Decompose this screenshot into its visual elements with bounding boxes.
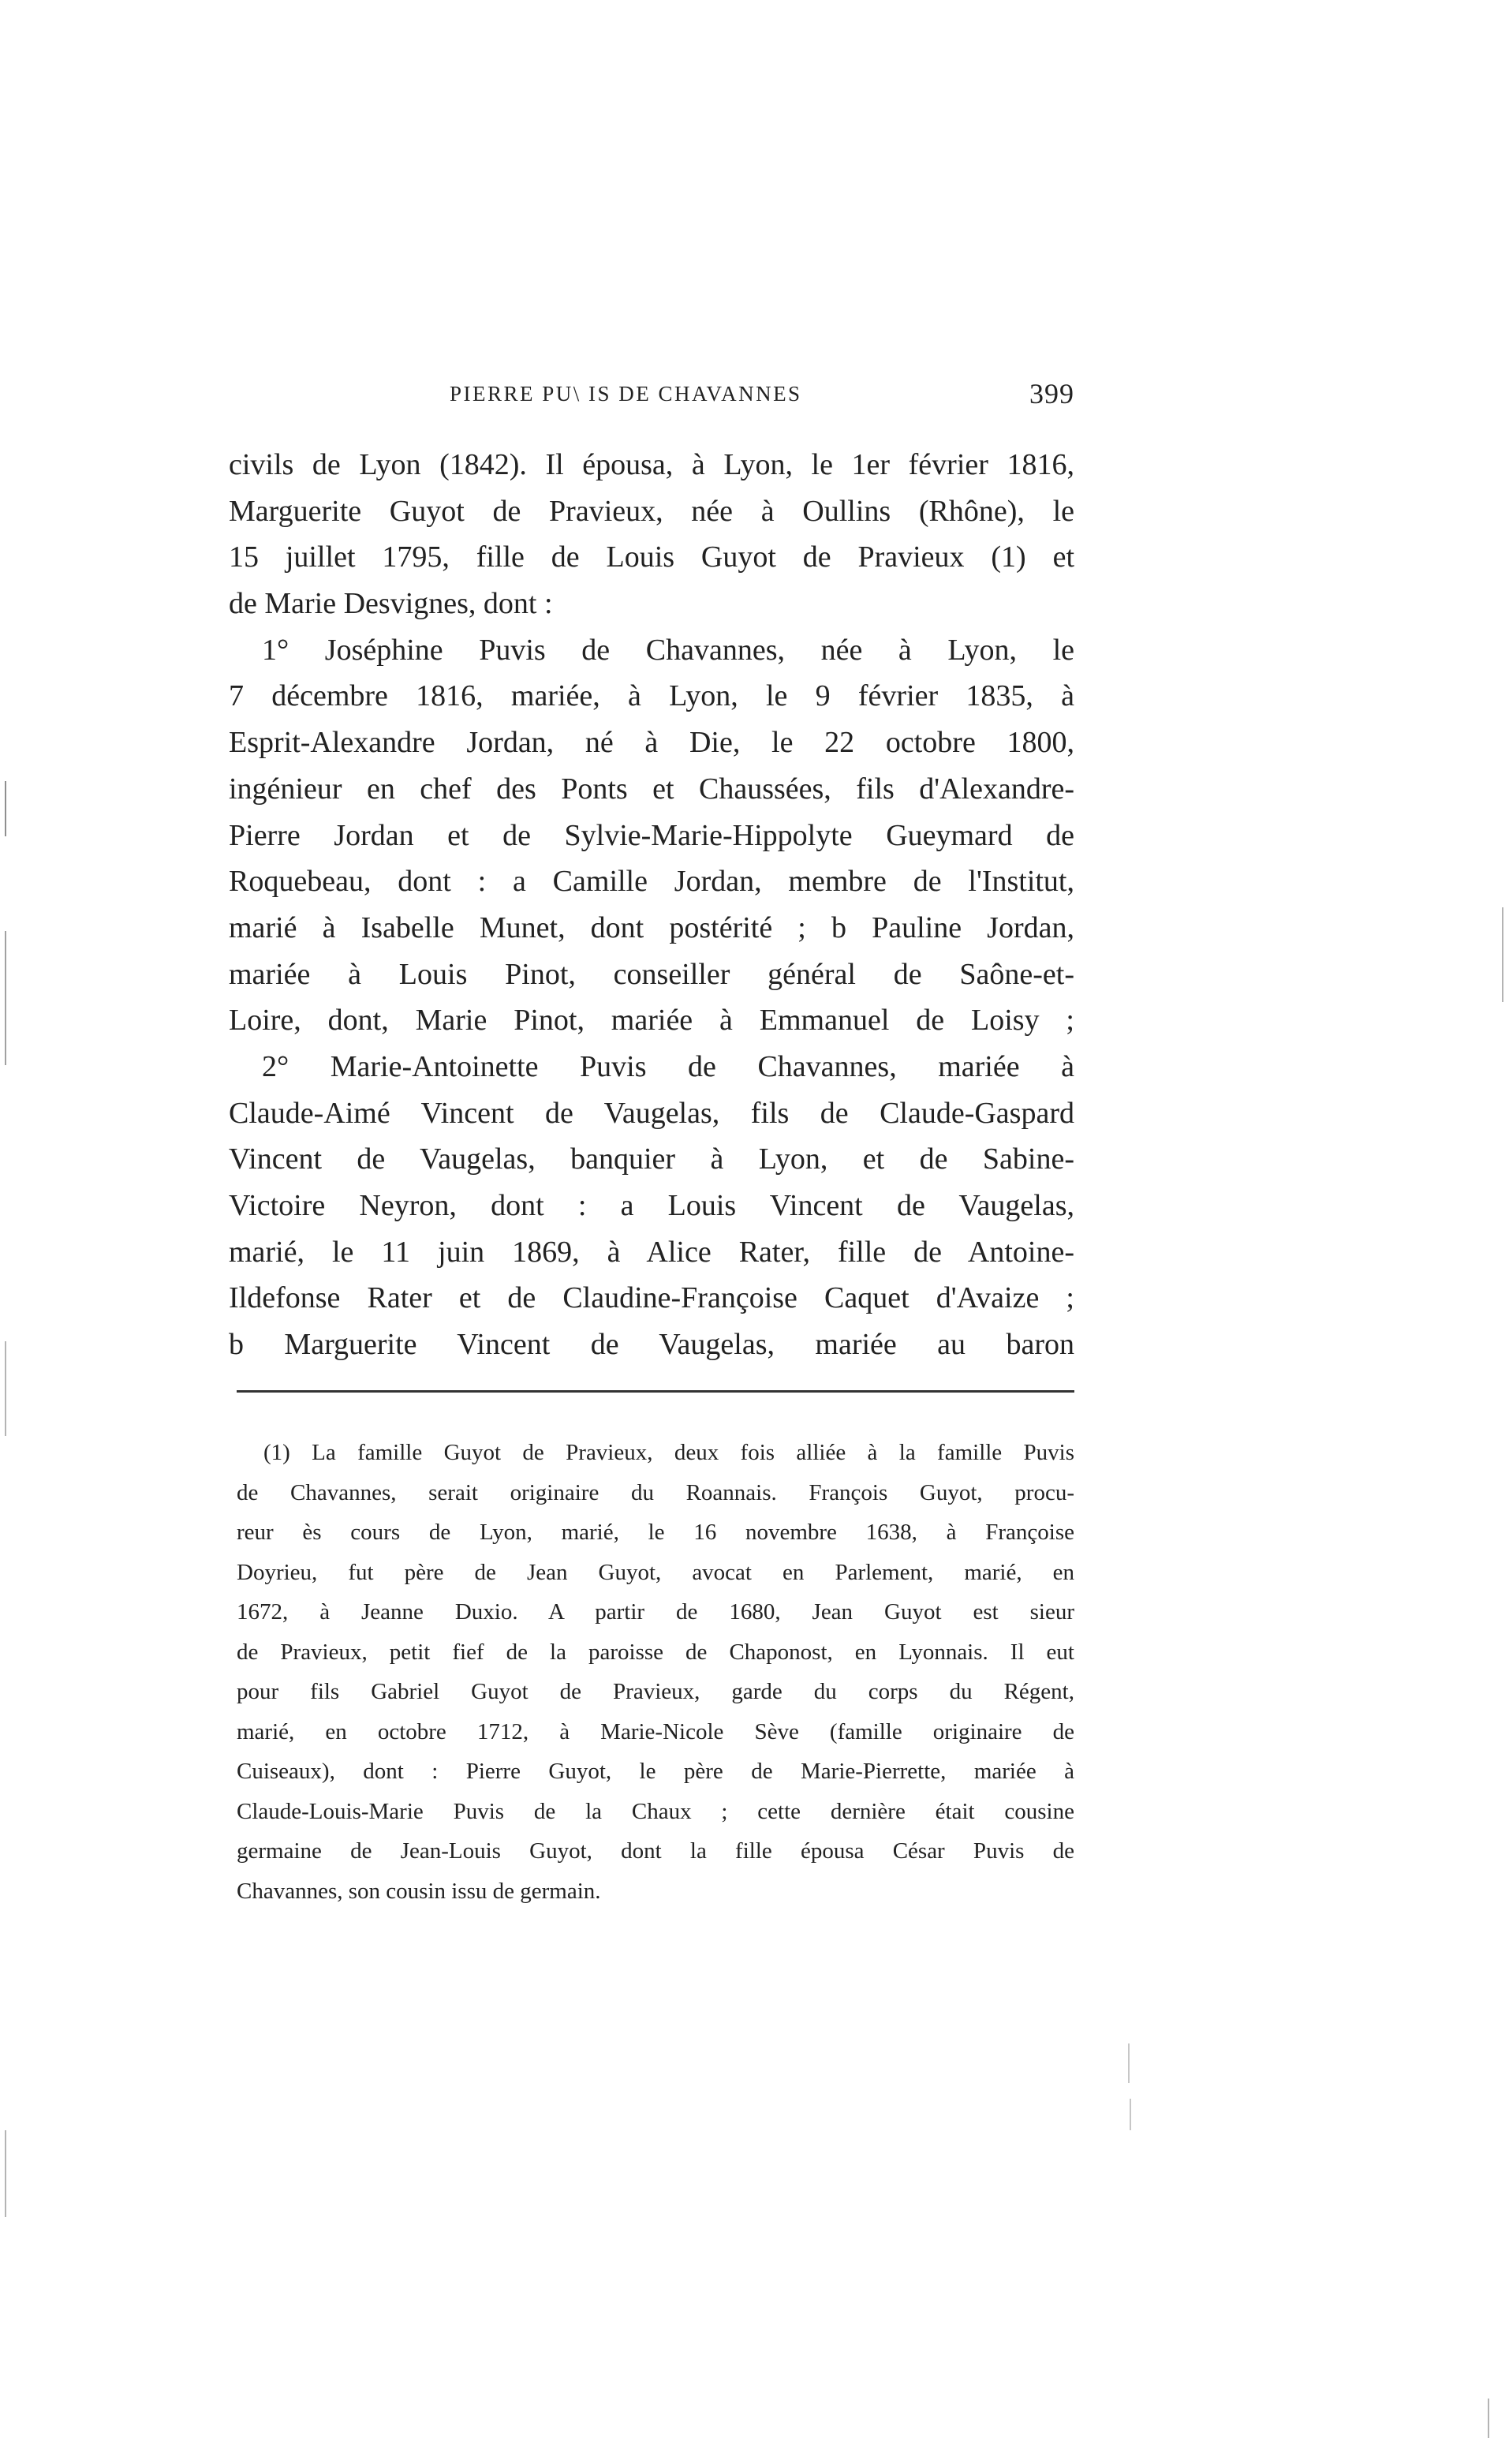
body-line: Esprit-Alexandre Jordan, né à Die, le 22 octobre 1800, (229, 726, 1074, 760)
footnote-line: Doyrieu, fut père de Jean Guyot, avocat en Parlement, marié, en (237, 1559, 1074, 1585)
body-line: mariée à Louis Pinot, conseiller général de Saône-et- (229, 957, 1074, 991)
body-text (229, 442, 1074, 1368)
scan-mark (5, 781, 6, 836)
body-line: Claude-Aimé Vincent de Vaugelas, fils de Claude-Gaspard (229, 1096, 1074, 1130)
body-line: Marguerite Guyot de Pravieux, née à Oullins (Rhône), le (229, 494, 1074, 528)
body-line: Loire, dont, Marie Pinot, mariée à Emmanuel de Loisy ; (229, 1004, 1074, 1038)
footnote-line: de Pravieux, petit fief de la paroisse de Chaponost, en Lyonnais. Il eut (237, 1639, 1074, 1665)
footnote-rule (237, 1390, 1074, 1393)
footnote-line: Chavannes, son cousin issu de germain. (237, 1878, 601, 1904)
body-line: civils de Lyon (1842). Il épousa, à Lyon, le 1er février 1816, (229, 448, 1074, 481)
body-line: Victoire Neyron, dont : a Louis Vincent de Vaugelas, (229, 1189, 1074, 1222)
footnote-line: Cuiseaux), dont : Pierre Guyot, le père de Marie-Pierrette, mariée à (237, 1759, 1074, 1784)
body-line: de Marie Desvignes, dont : (229, 587, 553, 621)
body-line: b Marguerite Vincent de Vaugelas, mariée au baron (229, 1328, 1074, 1362)
body-line: 15 juillet 1795, fille de Louis Guyot de Pravieux (1) et (229, 540, 1074, 574)
body-line: Roquebeau, dont : a Camille Jordan, membre de l'Institut, (229, 865, 1074, 899)
running-head (229, 377, 1074, 417)
scan-mark (5, 1341, 6, 1436)
body-line: 7 décembre 1816, mariée, à Lyon, le 9 février 1835, à (229, 679, 1074, 713)
footnote-line: reur ès cours de Lyon, marié, le 16 novembre 1638, à Françoise (237, 1520, 1074, 1545)
footnote-line: Claude-Louis-Marie Puvis de la Chaux ; cette dernière était cousine (237, 1798, 1074, 1824)
scan-mark (5, 2130, 6, 2217)
scan-mark (5, 931, 6, 1065)
body-line: ingénieur en chef des Ponts et Chaussées, fils d'Alexandre- (229, 772, 1074, 806)
body-line: Ildefonse Rater et de Claudine-Françoise Caquet d'Avaize ; (229, 1281, 1074, 1315)
footnote-line: de Chavannes, serait originaire du Roannais. François Guyot, procu- (237, 1479, 1074, 1505)
scan-mark (1130, 2099, 1131, 2130)
footnote-line: 1672, à Jeanne Duxio. A partir de 1680, Jean Guyot est sieur (237, 1599, 1074, 1625)
body-line: 1° Joséphine Puvis de Chavannes, née à Lyon, le (262, 633, 1074, 667)
footnote (237, 1433, 1074, 1911)
footnote-line: (1) La famille Guyot de Pravieux, deux fois alliée à la famille Puvis (263, 1440, 1074, 1465)
footnote-line: germaine de Jean-Louis Guyot, dont la fille épousa César Puvis de (237, 1838, 1074, 1864)
page-number: 399 (1029, 378, 1074, 409)
scan-mark (1502, 907, 1503, 1002)
footnote-line: pour fils Gabriel Guyot de Pravieux, garde du corps du Régent, (237, 1679, 1074, 1704)
body-line: Vincent de Vaugelas, banquier à Lyon, et de Sabine- (229, 1142, 1074, 1176)
body-line: 2° Marie-Antoinette Puvis de Chavannes, mariée à (262, 1049, 1074, 1083)
footnote-line: marié, en octobre 1712, à Marie-Nicole Sève (famille originaire de (237, 1718, 1074, 1744)
scan-mark (1488, 2399, 1489, 2438)
body-line: Pierre Jordan et de Sylvie-Marie-Hippolyte Gueymard de (229, 818, 1074, 852)
running-title: PIERRE PU\ IS DE CHAVANNES (450, 382, 802, 406)
body-line: marié, le 11 juin 1869, à Alice Rater, fille de Antoine- (229, 1235, 1074, 1269)
scan-mark (1128, 2043, 1130, 2083)
body-line: marié à Isabelle Munet, dont postérité ; b Pauline Jordan, (229, 910, 1074, 944)
